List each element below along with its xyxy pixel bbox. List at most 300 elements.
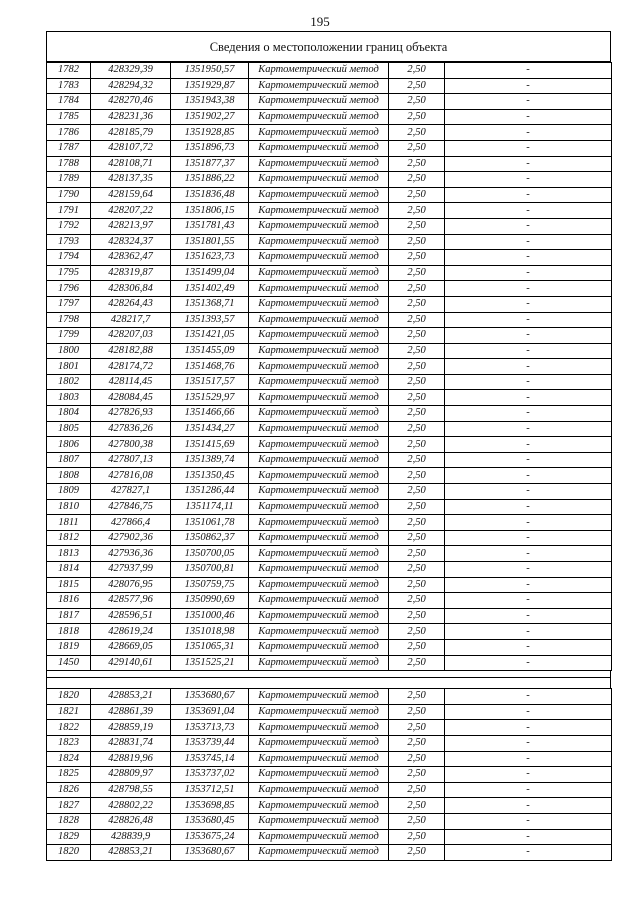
page-number: 195	[310, 14, 330, 29]
y-coordinate-cell: 1353680,45	[171, 813, 249, 829]
x-coordinate-cell: 427936,36	[91, 546, 171, 562]
y-coordinate-cell: 1351623,73	[171, 250, 249, 266]
method-cell: Картометрический метод	[249, 798, 389, 814]
x-coordinate-cell: 428802,22	[91, 798, 171, 814]
method-cell: Картометрический метод	[249, 577, 389, 593]
y-coordinate-cell: 1351902,27	[171, 109, 249, 125]
point-number-cell: 1788	[47, 156, 91, 172]
table-row	[47, 343, 612, 359]
y-coordinate-cell: 1351061,78	[171, 515, 249, 531]
y-coordinate-cell: 1351928,85	[171, 125, 249, 141]
method-cell: Картометрический метод	[249, 829, 389, 845]
description-cell: -	[445, 751, 612, 767]
method-cell: Картометрический метод	[249, 593, 389, 609]
accuracy-cell: 2,50	[389, 593, 445, 609]
accuracy-cell: 2,50	[389, 624, 445, 640]
x-coordinate-cell: 427836,26	[91, 421, 171, 437]
point-number-cell: 1793	[47, 234, 91, 250]
point-number-cell: 1782	[47, 63, 91, 79]
x-coordinate-cell: 428831,74	[91, 735, 171, 751]
accuracy-cell: 2,50	[389, 63, 445, 79]
x-coordinate-cell: 428826,48	[91, 813, 171, 829]
point-number-cell: 1808	[47, 468, 91, 484]
x-coordinate-cell: 428853,21	[91, 689, 171, 705]
description-cell: -	[445, 109, 612, 125]
description-cell: -	[445, 798, 612, 814]
x-coordinate-cell: 428107,72	[91, 140, 171, 156]
y-coordinate-cell: 1351368,71	[171, 296, 249, 312]
x-coordinate-cell: 428306,84	[91, 281, 171, 297]
y-coordinate-cell: 1351943,38	[171, 94, 249, 110]
method-cell: Картометрический метод	[249, 421, 389, 437]
y-coordinate-cell: 1350990,69	[171, 593, 249, 609]
point-number-cell: 1783	[47, 78, 91, 94]
accuracy-cell: 2,50	[389, 562, 445, 578]
x-coordinate-cell: 428084,45	[91, 390, 171, 406]
table-row	[47, 156, 612, 172]
description-cell: -	[445, 530, 612, 546]
description-cell: -	[445, 187, 612, 203]
description-cell: -	[445, 140, 612, 156]
point-number-cell: 1806	[47, 437, 91, 453]
y-coordinate-cell: 1351350,45	[171, 468, 249, 484]
point-number-cell: 1826	[47, 782, 91, 798]
method-cell: Картометрический метод	[249, 437, 389, 453]
table-row	[47, 374, 612, 390]
x-coordinate-cell: 428324,37	[91, 234, 171, 250]
table-row	[47, 782, 612, 798]
point-number-cell: 1789	[47, 172, 91, 188]
point-number-cell: 1787	[47, 140, 91, 156]
description-cell: -	[445, 234, 612, 250]
y-coordinate-cell: 1351421,05	[171, 328, 249, 344]
description-cell: -	[445, 720, 612, 736]
y-coordinate-cell: 1350700,05	[171, 546, 249, 562]
accuracy-cell: 2,50	[389, 845, 445, 861]
x-coordinate-cell: 427800,38	[91, 437, 171, 453]
point-number-cell: 1827	[47, 798, 91, 814]
accuracy-cell: 2,50	[389, 515, 445, 531]
y-coordinate-cell: 1351468,76	[171, 359, 249, 375]
table-row	[47, 406, 612, 422]
point-number-cell: 1818	[47, 624, 91, 640]
description-cell: -	[445, 608, 612, 624]
y-coordinate-cell: 1353675,24	[171, 829, 249, 845]
point-number-cell: 1797	[47, 296, 91, 312]
y-coordinate-cell: 1353737,02	[171, 767, 249, 783]
method-cell: Картометрический метод	[249, 608, 389, 624]
method-cell: Картометрический метод	[249, 312, 389, 328]
accuracy-cell: 2,50	[389, 546, 445, 562]
method-cell: Картометрический метод	[249, 515, 389, 531]
y-coordinate-cell: 1351393,57	[171, 312, 249, 328]
table-row	[47, 78, 612, 94]
x-coordinate-cell: 428798,55	[91, 782, 171, 798]
x-coordinate-cell: 428213,97	[91, 218, 171, 234]
method-cell: Картометрический метод	[249, 499, 389, 515]
y-coordinate-cell: 1353698,85	[171, 798, 249, 814]
table-row	[47, 767, 612, 783]
x-coordinate-cell: 427826,93	[91, 406, 171, 422]
description-cell: -	[445, 562, 612, 578]
description-cell: -	[445, 546, 612, 562]
table-row	[47, 546, 612, 562]
description-cell: -	[445, 156, 612, 172]
x-coordinate-cell: 427827,1	[91, 484, 171, 500]
x-coordinate-cell: 428596,51	[91, 608, 171, 624]
description-cell: -	[445, 767, 612, 783]
x-coordinate-cell: 428207,03	[91, 328, 171, 344]
accuracy-cell: 2,50	[389, 374, 445, 390]
point-number-cell: 1829	[47, 829, 91, 845]
table-row	[47, 562, 612, 578]
method-cell: Картометрический метод	[249, 281, 389, 297]
description-cell: -	[445, 624, 612, 640]
accuracy-cell: 2,50	[389, 172, 445, 188]
accuracy-cell: 2,50	[389, 109, 445, 125]
point-number-cell: 1815	[47, 577, 91, 593]
method-cell: Картометрический метод	[249, 234, 389, 250]
point-number-cell: 1825	[47, 767, 91, 783]
y-coordinate-cell: 1351402,49	[171, 281, 249, 297]
table-row	[47, 593, 612, 609]
method-cell: Картометрический метод	[249, 343, 389, 359]
description-cell: -	[445, 484, 612, 500]
method-cell: Картометрический метод	[249, 624, 389, 640]
description-cell: -	[445, 63, 612, 79]
method-cell: Картометрический метод	[249, 172, 389, 188]
y-coordinate-cell: 1351018,98	[171, 624, 249, 640]
accuracy-cell: 2,50	[389, 608, 445, 624]
point-number-cell: 1801	[47, 359, 91, 375]
table-row	[47, 437, 612, 453]
accuracy-cell: 2,50	[389, 689, 445, 705]
table-row	[47, 312, 612, 328]
description-cell: -	[445, 296, 612, 312]
description-cell: -	[445, 704, 612, 720]
y-coordinate-cell: 1351929,87	[171, 78, 249, 94]
accuracy-cell: 2,50	[389, 499, 445, 515]
y-coordinate-cell: 1353680,67	[171, 689, 249, 705]
x-coordinate-cell: 427902,36	[91, 530, 171, 546]
point-number-cell: 1784	[47, 94, 91, 110]
method-cell: Картометрический метод	[249, 767, 389, 783]
method-cell: Картометрический метод	[249, 406, 389, 422]
description-cell: -	[445, 515, 612, 531]
y-coordinate-cell: 1351499,04	[171, 265, 249, 281]
y-coordinate-cell: 1353713,73	[171, 720, 249, 736]
x-coordinate-cell: 428264,43	[91, 296, 171, 312]
x-coordinate-cell: 428182,88	[91, 343, 171, 359]
table-row	[47, 813, 612, 829]
method-cell: Картометрический метод	[249, 530, 389, 546]
y-coordinate-cell: 1353739,44	[171, 735, 249, 751]
accuracy-cell: 2,50	[389, 390, 445, 406]
table-row	[47, 530, 612, 546]
description-cell: -	[445, 577, 612, 593]
table-row	[47, 140, 612, 156]
method-cell: Картометрический метод	[249, 359, 389, 375]
description-cell: -	[445, 829, 612, 845]
y-coordinate-cell: 1351836,48	[171, 187, 249, 203]
table-row	[47, 720, 612, 736]
x-coordinate-cell: 428839,9	[91, 829, 171, 845]
method-cell: Картометрический метод	[249, 813, 389, 829]
method-cell: Картометрический метод	[249, 374, 389, 390]
point-number-cell: 1794	[47, 250, 91, 266]
point-number-cell: 1812	[47, 530, 91, 546]
y-coordinate-cell: 1351434,27	[171, 421, 249, 437]
table-row	[47, 187, 612, 203]
y-coordinate-cell: 1351286,44	[171, 484, 249, 500]
table-row	[47, 689, 612, 705]
x-coordinate-cell: 427937,99	[91, 562, 171, 578]
method-cell: Картометрический метод	[249, 689, 389, 705]
description-cell: -	[445, 655, 612, 671]
accuracy-cell: 2,50	[389, 218, 445, 234]
table-row	[47, 203, 612, 219]
table-row	[47, 829, 612, 845]
table-row	[47, 109, 612, 125]
table-row	[47, 359, 612, 375]
accuracy-cell: 2,50	[389, 437, 445, 453]
section-separator	[46, 671, 611, 688]
y-coordinate-cell: 1351389,74	[171, 452, 249, 468]
point-number-cell: 1819	[47, 639, 91, 655]
y-coordinate-cell: 1351781,43	[171, 218, 249, 234]
description-cell: -	[445, 328, 612, 344]
accuracy-cell: 2,50	[389, 312, 445, 328]
method-cell: Картометрический метод	[249, 94, 389, 110]
description-cell: -	[445, 499, 612, 515]
table-row	[47, 125, 612, 141]
method-cell: Картометрический метод	[249, 250, 389, 266]
description-cell: -	[445, 343, 612, 359]
x-coordinate-cell: 428207,22	[91, 203, 171, 219]
x-coordinate-cell: 427807,13	[91, 452, 171, 468]
y-coordinate-cell: 1351065,31	[171, 639, 249, 655]
description-cell: -	[445, 639, 612, 655]
y-coordinate-cell: 1351525,21	[171, 655, 249, 671]
point-number-cell: 1798	[47, 312, 91, 328]
description-cell: -	[445, 437, 612, 453]
x-coordinate-cell: 428231,36	[91, 109, 171, 125]
table-row	[47, 452, 612, 468]
method-cell: Картометрический метод	[249, 296, 389, 312]
x-coordinate-cell: 428114,45	[91, 374, 171, 390]
point-number-cell: 1803	[47, 390, 91, 406]
method-cell: Картометрический метод	[249, 735, 389, 751]
method-cell: Картометрический метод	[249, 203, 389, 219]
accuracy-cell: 2,50	[389, 265, 445, 281]
accuracy-cell: 2,50	[389, 78, 445, 94]
accuracy-cell: 2,50	[389, 156, 445, 172]
description-cell: -	[445, 593, 612, 609]
accuracy-cell: 2,50	[389, 140, 445, 156]
y-coordinate-cell: 1353691,04	[171, 704, 249, 720]
accuracy-cell: 2,50	[389, 639, 445, 655]
x-coordinate-cell: 428319,87	[91, 265, 171, 281]
x-coordinate-cell: 428137,35	[91, 172, 171, 188]
table-row	[47, 751, 612, 767]
coordinates-table-2	[46, 688, 612, 861]
boundary-sheet	[46, 31, 611, 861]
x-coordinate-cell: 428185,79	[91, 125, 171, 141]
point-number-cell: 1828	[47, 813, 91, 829]
table-row	[47, 515, 612, 531]
description-cell: -	[445, 78, 612, 94]
table-row	[47, 390, 612, 406]
x-coordinate-cell: 428329,39	[91, 63, 171, 79]
method-cell: Картометрический метод	[249, 845, 389, 861]
point-number-cell: 1792	[47, 218, 91, 234]
table-row	[47, 655, 612, 671]
accuracy-cell: 2,50	[389, 751, 445, 767]
table-row	[47, 172, 612, 188]
y-coordinate-cell: 1351455,09	[171, 343, 249, 359]
point-number-cell: 1823	[47, 735, 91, 751]
y-coordinate-cell: 1350759,75	[171, 577, 249, 593]
point-number-cell: 1796	[47, 281, 91, 297]
description-cell: -	[445, 421, 612, 437]
accuracy-cell: 2,50	[389, 94, 445, 110]
y-coordinate-cell: 1351950,57	[171, 63, 249, 79]
accuracy-cell: 2,50	[389, 735, 445, 751]
accuracy-cell: 2,50	[389, 798, 445, 814]
description-cell: -	[445, 125, 612, 141]
x-coordinate-cell: 428076,95	[91, 577, 171, 593]
x-coordinate-cell: 428362,47	[91, 250, 171, 266]
accuracy-cell: 2,50	[389, 203, 445, 219]
point-number-cell: 1816	[47, 593, 91, 609]
method-cell: Картометрический метод	[249, 125, 389, 141]
x-coordinate-cell: 429140,61	[91, 655, 171, 671]
y-coordinate-cell: 1350700,81	[171, 562, 249, 578]
x-coordinate-cell: 428270,46	[91, 94, 171, 110]
y-coordinate-cell: 1353745,14	[171, 751, 249, 767]
table-row	[47, 234, 612, 250]
accuracy-cell: 2,50	[389, 484, 445, 500]
table-row	[47, 63, 612, 79]
method-cell: Картометрический метод	[249, 452, 389, 468]
accuracy-cell: 2,50	[389, 530, 445, 546]
y-coordinate-cell: 1351806,15	[171, 203, 249, 219]
point-number-cell: 1805	[47, 421, 91, 437]
description-cell: -	[445, 452, 612, 468]
method-cell: Картометрический метод	[249, 782, 389, 798]
x-coordinate-cell: 428294,32	[91, 78, 171, 94]
accuracy-cell: 2,50	[389, 704, 445, 720]
method-cell: Картометрический метод	[249, 187, 389, 203]
accuracy-cell: 2,50	[389, 577, 445, 593]
point-number-cell: 1791	[47, 203, 91, 219]
x-coordinate-cell: 428669,05	[91, 639, 171, 655]
point-number-cell: 1821	[47, 704, 91, 720]
accuracy-cell: 2,50	[389, 328, 445, 344]
method-cell: Картометрический метод	[249, 265, 389, 281]
method-cell: Картометрический метод	[249, 390, 389, 406]
method-cell: Картометрический метод	[249, 704, 389, 720]
y-coordinate-cell: 1351517,57	[171, 374, 249, 390]
y-coordinate-cell: 1351877,37	[171, 156, 249, 172]
accuracy-cell: 2,50	[389, 343, 445, 359]
method-cell: Картометрический метод	[249, 655, 389, 671]
table-row	[47, 845, 612, 861]
point-number-cell: 1811	[47, 515, 91, 531]
table-row	[47, 281, 612, 297]
accuracy-cell: 2,50	[389, 829, 445, 845]
point-number-cell: 1785	[47, 109, 91, 125]
description-cell: -	[445, 172, 612, 188]
method-cell: Картометрический метод	[249, 63, 389, 79]
x-coordinate-cell: 428577,96	[91, 593, 171, 609]
method-cell: Картометрический метод	[249, 468, 389, 484]
y-coordinate-cell: 1351896,73	[171, 140, 249, 156]
accuracy-cell: 2,50	[389, 406, 445, 422]
table-row	[47, 296, 612, 312]
description-cell: -	[445, 203, 612, 219]
point-number-cell: 1804	[47, 406, 91, 422]
x-coordinate-cell: 428859,19	[91, 720, 171, 736]
description-cell: -	[445, 782, 612, 798]
accuracy-cell: 2,50	[389, 813, 445, 829]
x-coordinate-cell: 428108,71	[91, 156, 171, 172]
method-cell: Картометрический метод	[249, 78, 389, 94]
description-cell: -	[445, 374, 612, 390]
y-coordinate-cell: 1350862,37	[171, 530, 249, 546]
y-coordinate-cell: 1351174,11	[171, 499, 249, 515]
point-number-cell: 1800	[47, 343, 91, 359]
point-number-cell: 1802	[47, 374, 91, 390]
point-number-cell: 1795	[47, 265, 91, 281]
point-number-cell: 1822	[47, 720, 91, 736]
point-number-cell: 1799	[47, 328, 91, 344]
x-coordinate-cell: 428861,39	[91, 704, 171, 720]
method-cell: Картометрический метод	[249, 546, 389, 562]
accuracy-cell: 2,50	[389, 250, 445, 266]
accuracy-cell: 2,50	[389, 421, 445, 437]
point-number-cell: 1813	[47, 546, 91, 562]
coordinates-table-1-body	[47, 63, 612, 671]
description-cell: -	[445, 735, 612, 751]
point-number-cell: 1810	[47, 499, 91, 515]
accuracy-cell: 2,50	[389, 359, 445, 375]
y-coordinate-cell: 1351000,46	[171, 608, 249, 624]
point-number-cell: 1807	[47, 452, 91, 468]
x-coordinate-cell: 427866,4	[91, 515, 171, 531]
description-cell: -	[445, 689, 612, 705]
description-cell: -	[445, 265, 612, 281]
accuracy-cell: 2,50	[389, 767, 445, 783]
accuracy-cell: 2,50	[389, 296, 445, 312]
description-cell: -	[445, 845, 612, 861]
x-coordinate-cell: 428217,7	[91, 312, 171, 328]
table-row	[47, 250, 612, 266]
description-cell: -	[445, 406, 612, 422]
x-coordinate-cell: 428819,96	[91, 751, 171, 767]
point-number-cell: 1824	[47, 751, 91, 767]
x-coordinate-cell: 428619,24	[91, 624, 171, 640]
description-cell: -	[445, 312, 612, 328]
table-row	[47, 798, 612, 814]
x-coordinate-cell: 428159,64	[91, 187, 171, 203]
description-cell: -	[445, 390, 612, 406]
accuracy-cell: 2,50	[389, 452, 445, 468]
description-cell: -	[445, 281, 612, 297]
table-row	[47, 639, 612, 655]
y-coordinate-cell: 1351886,22	[171, 172, 249, 188]
description-cell: -	[445, 250, 612, 266]
